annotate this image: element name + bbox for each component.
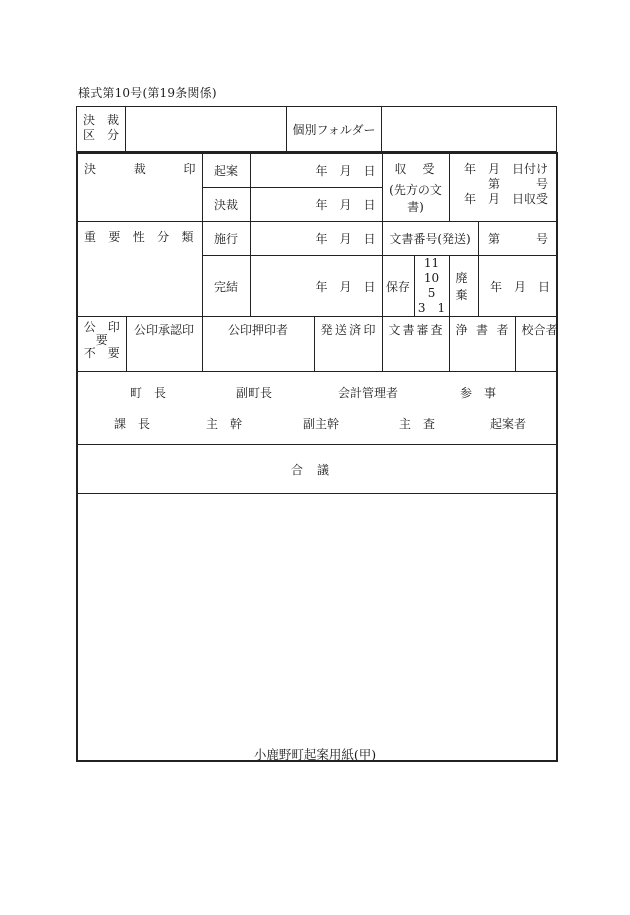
kessai-date[interactable]: 年 月 日 — [250, 188, 382, 222]
signer-chocho: 町 長 — [129, 386, 166, 400]
kessaiin-label: 決 裁 印 — [77, 153, 202, 222]
shu-label: 収 受 (先方の文書) — [382, 153, 449, 222]
signer-fukushukan: 副主幹 — [302, 417, 339, 431]
koin-shonin-cell[interactable]: 公印承認印 — [126, 317, 202, 372]
main-table — [76, 152, 558, 762]
signer-sanji: 参 事 — [459, 386, 496, 400]
juyo-label: 重 要 性 分 類 — [77, 222, 202, 317]
bunsho-bango-label: 文書番号(発送) — [382, 222, 478, 256]
bunsho-bango-field[interactable]: 第 号 — [478, 222, 557, 256]
form-title: 様式第10号(第19条関係) — [78, 86, 217, 100]
koin-label: 公 印 要 不 要 — [77, 317, 126, 372]
kessai-kubun-field[interactable] — [126, 107, 287, 152]
shiko-label: 施行 — [202, 222, 250, 256]
body-text-area[interactable] — [77, 494, 557, 762]
haiki-date[interactable]: 年 月 日 — [478, 256, 557, 317]
hozon-years[interactable]: 11 10 5 3 1 — [414, 256, 449, 317]
hasso-cell[interactable]: 発 送 済 印 — [314, 317, 382, 372]
gogi-label: 合議 — [77, 445, 557, 494]
signer-kiansha: 起案者 — [489, 417, 526, 431]
signers-cell — [77, 372, 557, 445]
kanketsu-date[interactable]: 年 月 日 — [250, 256, 382, 317]
signer-shusa: 主 査 — [398, 417, 435, 431]
koin-ounin-cell[interactable]: 公印押印者 — [202, 317, 314, 372]
kogo-cell[interactable]: 校 合 者 — [515, 317, 557, 372]
folder-field[interactable] — [382, 107, 557, 152]
signer-shukan: 主 幹 — [205, 417, 242, 431]
receipt-cell[interactable]: 年 月 日付け 第 号 年 月 日収受 — [449, 153, 557, 222]
haiki-label: 廃棄 — [449, 256, 478, 317]
form-caption: 小鹿野町起案用紙(甲) — [253, 747, 377, 762]
kian-date[interactable]: 年 月 日 — [250, 153, 382, 188]
kian-label: 起案 — [202, 153, 250, 188]
kanketsu-label: 完結 — [202, 256, 250, 317]
signer-fukuchocho: 副町長 — [235, 386, 272, 400]
shiko-date[interactable]: 年 月 日 — [250, 222, 382, 256]
folder-label: 個別フォルダー — [287, 107, 382, 152]
signer-kacho: 課 長 — [113, 417, 150, 431]
signer-kaikei: 会計管理者 — [337, 386, 398, 400]
top-table — [76, 106, 557, 152]
josho-cell[interactable]: 浄 書 者 — [449, 317, 515, 372]
proposal-form — [76, 106, 556, 762]
kessai-label: 決裁 — [202, 188, 250, 222]
hozon-label: 保存 — [382, 256, 414, 317]
shinsa-cell[interactable]: 文 書 審 査 — [382, 317, 449, 372]
kessai-kubun-label: 決 裁 区 分 — [77, 107, 126, 152]
